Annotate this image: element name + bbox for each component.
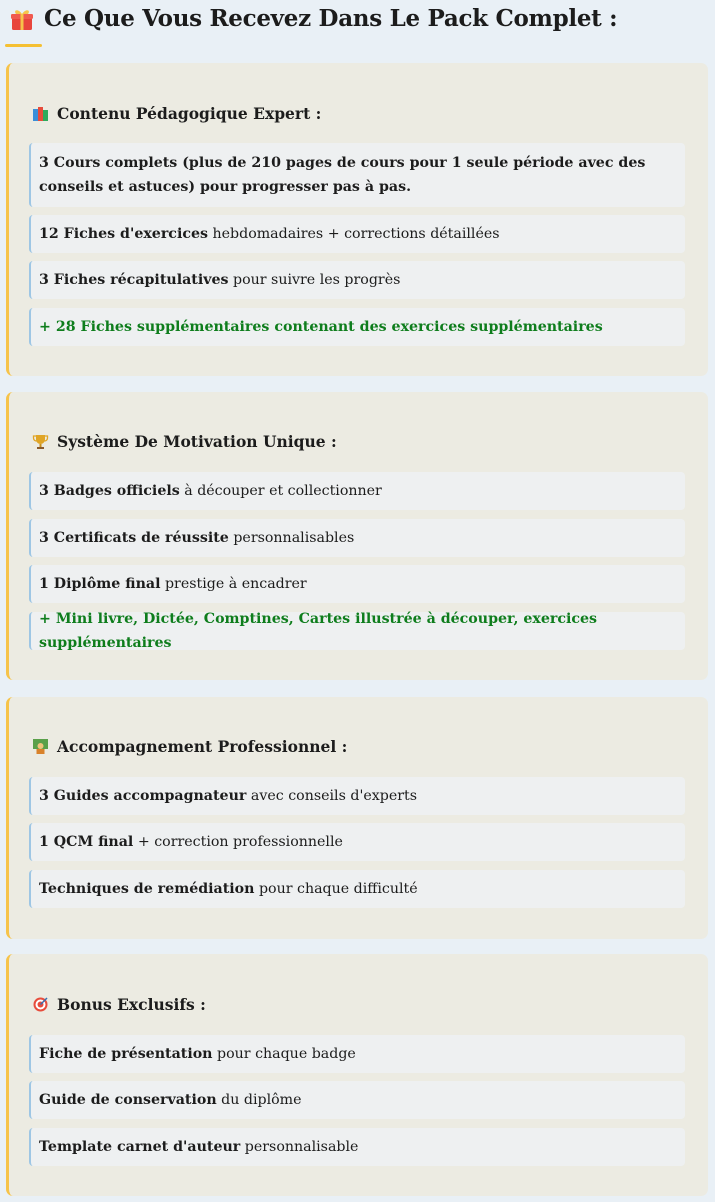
teacher-icon	[32, 738, 49, 755]
list-item: 3 Cours complets (plus de 210 pages de cours pour 1 seule période avec des conseils et astuces) pour progresser pas à pas.	[29, 143, 685, 207]
page-title-row	[9, 5, 617, 32]
section-heading-contenu: Contenu Pédagogique Expert :	[32, 104, 321, 123]
page-title: Ce Que Vous Recevez Dans Le Pack Complet :	[44, 5, 618, 32]
list-item: Fiche de présentation pour chaque badge	[29, 1035, 685, 1073]
page-header	[0, 0, 715, 62]
list-item: Template carnet d'auteur personnalisable	[29, 1128, 685, 1166]
section-contenu	[6, 63, 708, 376]
section-heading-bonus: Bonus Exclusifs :	[32, 995, 206, 1014]
list-item: 3 Guides accompagnateur avec conseils d'experts	[29, 777, 685, 815]
target-icon	[32, 996, 49, 1013]
section-heading-motivation: Système De Motivation Unique :	[32, 432, 337, 451]
list-item-highlight: + Mini livre, Dictée, Comptines, Cartes illustrée à découper, exercices supplémentaires	[29, 612, 685, 650]
list-item: Guide de conservation du diplôme	[29, 1081, 685, 1119]
list-item: 12 Fiches d'exercices hebdomadaires + corrections détaillées	[29, 215, 685, 253]
list-item: Techniques de remédiation pour chaque difficulté	[29, 870, 685, 908]
list-item: 3 Fiches récapitulatives pour suivre les progrès	[29, 261, 685, 299]
list-item: 1 Diplôme final prestige à encadrer	[29, 565, 685, 603]
list-item: 3 Certificats de réussite personnalisables	[29, 519, 685, 557]
list-item-highlight: + 28 Fiches supplémentaires contenant des exercices supplémentaires	[29, 308, 685, 346]
section-motivation	[6, 392, 708, 680]
section-bonus	[6, 954, 708, 1196]
title-underline	[5, 44, 42, 47]
books-icon	[32, 105, 49, 122]
section-heading-accompagnement: Accompagnement Professionnel :	[32, 737, 347, 756]
gift-icon	[9, 6, 35, 32]
trophy-icon	[32, 433, 49, 450]
list-item: 3 Badges officiels à découper et collectionner	[29, 472, 685, 510]
section-accompagnement	[6, 697, 708, 939]
list-item: 1 QCM final + correction professionnelle	[29, 823, 685, 861]
